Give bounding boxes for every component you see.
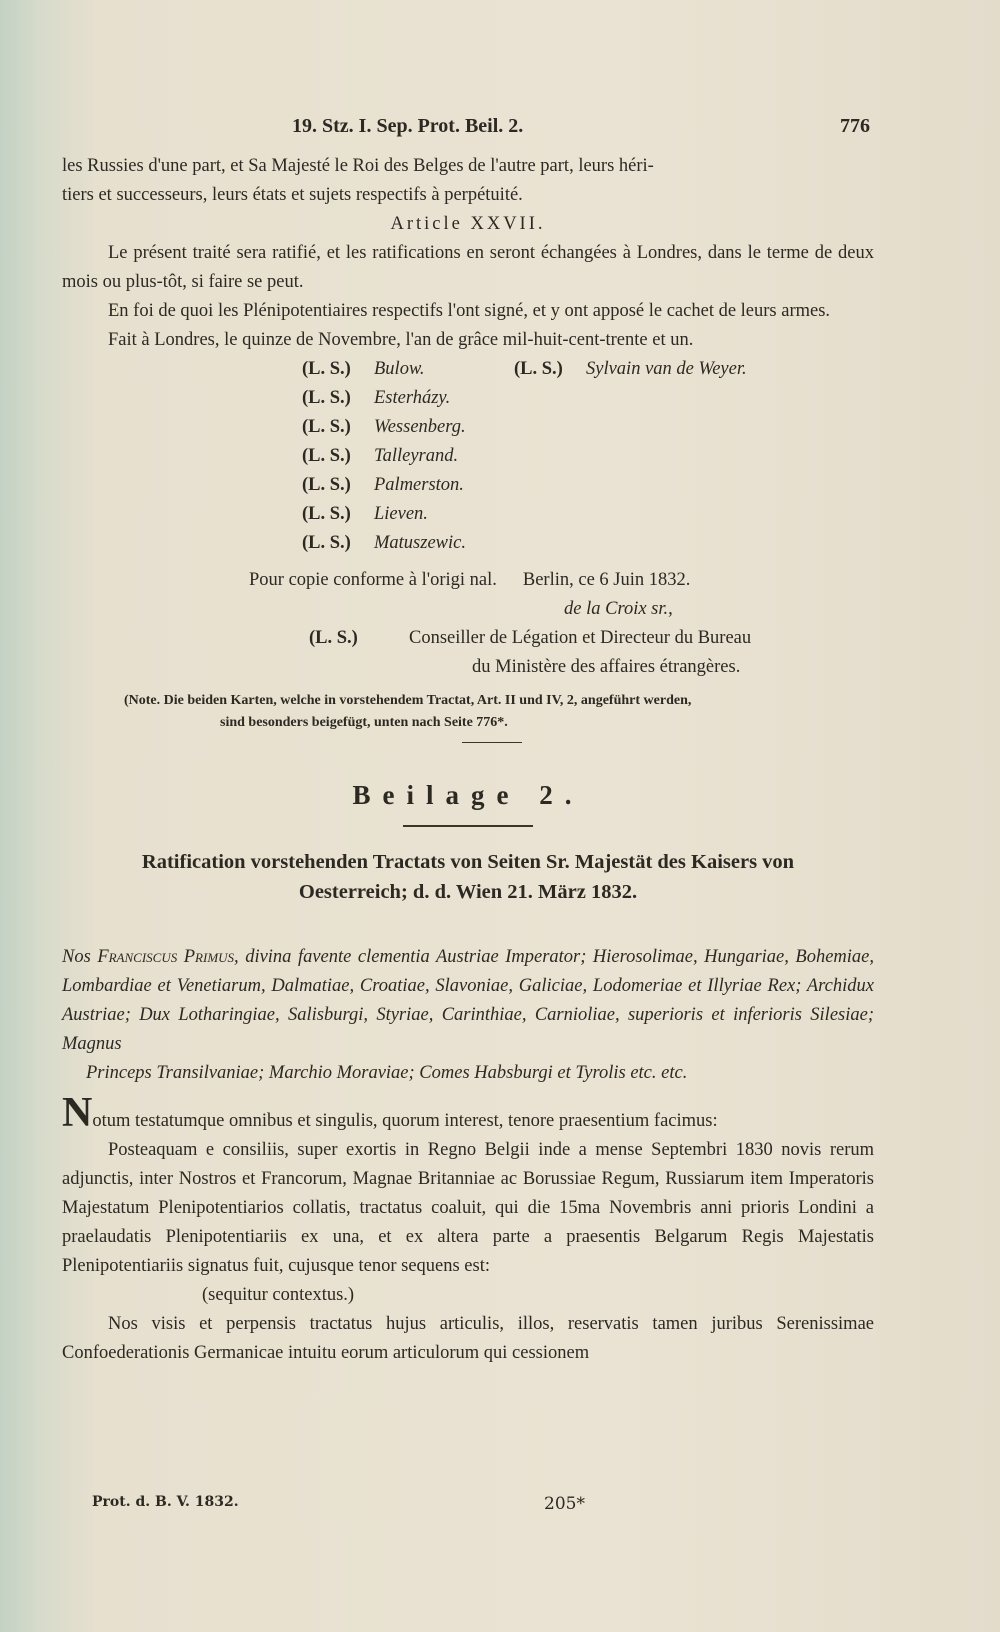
notum-text: otum testatumque omnibus et singulis, quorum interest, tenore praesentium facimus: [92, 1111, 718, 1131]
seal-mark: (L. S.) [302, 417, 351, 437]
director-ministry: du Ministère des affaires étrangères. [472, 657, 741, 677]
editorial-note [62, 690, 874, 734]
drop-capital: N [62, 1090, 93, 1136]
note-line-1: (Note. Die beiden Karten, welche in vorstehendem Tractat, Art. II und IV, 2, angeführt werden, [124, 693, 692, 708]
nos-visis-paragraph: Nos visis et perpensis tractatus hujus articulis, illos, reservatis tamen juribus Serenissimae Confoederationis Germanicae intuitu eorum articulorum qui cessionem [62, 1314, 874, 1363]
signature-row [302, 529, 874, 558]
signatory-name: Palmerston. [374, 475, 464, 495]
seal-mark: (L. S.) [514, 359, 563, 379]
seal-mark: (L. S.) [302, 533, 351, 553]
signature-block [302, 355, 874, 558]
emperor-titles [62, 943, 874, 1059]
director-title: Conseiller de Légation et Directeur du Bureau [409, 628, 752, 648]
page-number-top: 776 [840, 115, 870, 137]
signature-row [302, 355, 874, 384]
signature-row [302, 500, 874, 529]
done-at-paragraph: Fait à Londres, le quinze de Novembre, l'an de grâce mil-huit-cent-trente et un. [108, 330, 694, 350]
copy-conforme: Pour copie conforme à l'origi nal. [249, 570, 497, 590]
copy-certification [249, 566, 874, 595]
nos-prefix: Nos [62, 947, 98, 967]
signature-row [302, 442, 874, 471]
signature-row [302, 471, 874, 500]
treaty-line-2: tiers et successeurs, leurs états et sujets respectifs à perpétuité. [62, 185, 523, 205]
page-number-bottom: 205* [544, 1494, 585, 1514]
notum-paragraph [62, 1090, 874, 1136]
article-title: Article XXVII. [390, 214, 546, 234]
director-block [62, 624, 874, 653]
running-header [62, 112, 874, 152]
seal-mark: (L. S.) [302, 446, 351, 466]
note-rule [462, 742, 522, 743]
seal-mark: (L. S.) [302, 504, 351, 524]
signatory-name: Talleyrand. [374, 446, 459, 466]
sequitur-line: (sequitur contextus.) [202, 1285, 355, 1305]
signatory-name: Wessenberg. [374, 417, 466, 437]
signatory-name: Esterházy. [374, 388, 451, 408]
treaty-line-1: les Russies d'une part, et Sa Majesté le Roi des Belges de l'autre part, leurs héri- [62, 156, 654, 176]
signature-row [302, 413, 874, 442]
seal-mark: (L. S.) [302, 388, 351, 408]
signature-row [302, 384, 874, 413]
header-left: 19. Stz. I. Sep. Prot. Beil. 2. [292, 115, 524, 137]
emperor-titles-end: Princeps Transilvaniae; Marchio Moraviae; Comes Habsburgi et Tyrolis etc. etc. [86, 1063, 688, 1083]
ratification-heading-2: Oesterreich; d. d. Wien 21. März 1832. [298, 881, 638, 903]
seal-mark: (L. S.) [302, 359, 351, 379]
ratification-heading-1: Ratification vorstehenden Tractats von Seiten Sr. Majestät des Kaisers von [141, 851, 795, 873]
copy-date: Berlin, ce 6 Juin 1832. [522, 570, 691, 590]
certifier-name: de la Croix sr., [564, 599, 673, 619]
note-line-2: sind besonders beigefügt, unten nach Seite 776*. [220, 715, 508, 730]
page-footer [92, 1494, 882, 1514]
section-rule [403, 825, 533, 827]
signatory-name: Sylvain van de Weyer. [586, 359, 747, 379]
seal-mark: (L. S.) [302, 475, 351, 495]
emperor-title-list: , divina favente clementia Austriae Imperator; Hierosolimae, Hungariae, Bohemiae, Lombardiae et Venetiarum, Dalmatiae, Croatiae, Slavoniae, Galiciae, Lodomeriae et Illyriae Rex; Archidux Austriae; Dux Lotharingiae, Salisburgi, Styriae, Carinthiae, Carnioliae, superioris et inferioris Silesiae; Magnus [62, 947, 874, 1054]
text-column [62, 112, 874, 1368]
article-paragraph: Le présent traité sera ratifié, et les ratifications en seront échangées à Londres, dans le terme de deux mois ou plus-tôt, si faire se peut. [62, 243, 874, 292]
signature-mark: Prot. d. B. V. 1832. [92, 1494, 239, 1510]
signatory-name: Matuszewic. [374, 533, 466, 553]
seal-mark: (L. S.) [309, 628, 358, 648]
witness-paragraph: En foi de quoi les Plénipotentiaires respectifs l'ont signé, et y ont apposé le cachet de leurs armes. [108, 301, 831, 321]
signatory-name: Lieven. [374, 504, 428, 524]
posteaquam-paragraph: Posteaquam e consiliis, super exortis in Regno Belgii inde a mense Septembri 1830 novis rerum adjunctis, inter Nostros et Francorum, Magnae Britanniae ac Borussiae Regum, Russiarum item Imperatoris Majestatum Plenipotentiarios collatis, tractatus coaluit, qui die 15ma Novembris anni prioris Londini a praelaudatis Plenipotentiariis ex una, et ex altera parte a praesentis Belgarum Regis Majestatis Plenipotentiariis signatus fuit, cujusque tenor sequens est: [62, 1140, 874, 1276]
emperor-name: Franciscus Primus [97, 947, 235, 967]
signatory-name: Bulow. [374, 359, 425, 379]
appendix-title: Beilage 2. [352, 780, 584, 810]
